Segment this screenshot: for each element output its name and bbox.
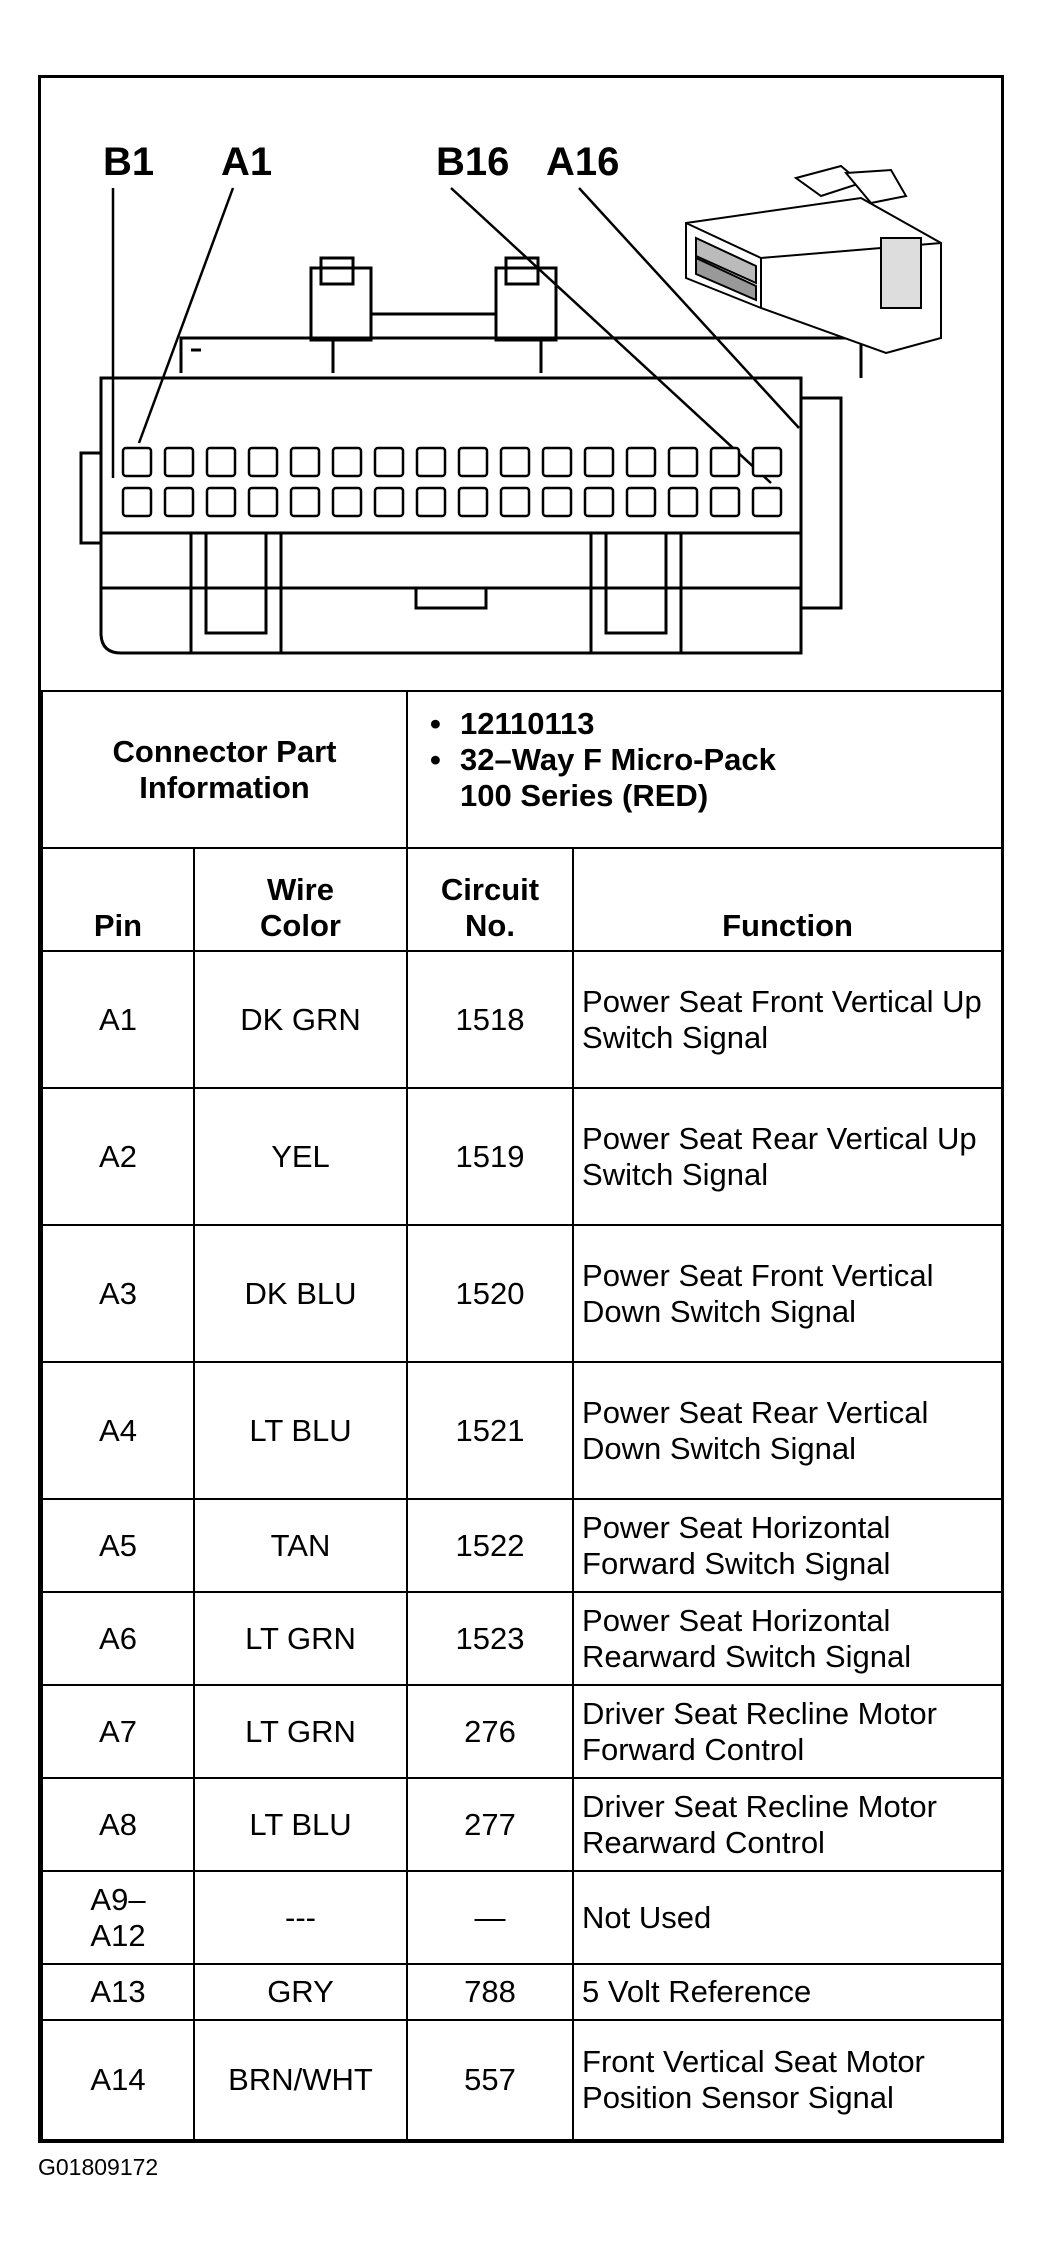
cell-circuit: 788 — [407, 1964, 573, 2020]
pin-cavity — [165, 488, 193, 516]
cell-pin: A8 — [42, 1778, 194, 1871]
connector-iso-view — [686, 166, 941, 353]
cell-circuit: 1521 — [407, 1362, 573, 1499]
cell-function: Power Seat Front Vertical Down Switch Signal — [573, 1225, 1002, 1362]
cell-wire-color: DK GRN — [194, 951, 407, 1088]
label-a1: A1 — [221, 140, 273, 184]
cell-function: Driver Seat Recline Motor Forward Control — [573, 1685, 1002, 1778]
cell-function: Power Seat Horizontal Forward Switch Signal — [573, 1499, 1002, 1592]
label-a16: A16 — [546, 140, 620, 184]
table-row — [42, 1592, 1002, 1685]
cell-pin: A6 — [42, 1592, 194, 1685]
table-row — [42, 1964, 1002, 2020]
table-row — [42, 1225, 1002, 1362]
pin-cavity — [333, 448, 361, 476]
header-function: Function — [573, 848, 1002, 951]
cell-pin: A3 — [42, 1225, 194, 1362]
header-wire-color: Wire Color — [194, 848, 407, 951]
cell-circuit: 1523 — [407, 1592, 573, 1685]
cell-wire-color: TAN — [194, 1499, 407, 1592]
pinout-table — [41, 690, 1003, 2141]
cell-pin: A7 — [42, 1685, 194, 1778]
table-row — [42, 1685, 1002, 1778]
cell-circuit: 557 — [407, 2020, 573, 2140]
cell-wire-color: YEL — [194, 1088, 407, 1225]
cell-function: Power Seat Rear Vertical Up Switch Signal — [573, 1088, 1002, 1225]
pin-cavity — [501, 448, 529, 476]
pin-cavity — [543, 488, 571, 516]
pin-cavity — [417, 488, 445, 516]
cell-pin: A9–A12 — [42, 1871, 194, 1964]
pin-cavity — [585, 488, 613, 516]
pin-cavity — [627, 488, 655, 516]
cell-wire-color: DK BLU — [194, 1225, 407, 1362]
table-row — [42, 1499, 1002, 1592]
pin-cavity — [501, 488, 529, 516]
pin-cavity — [459, 448, 487, 476]
cell-pin: A14 — [42, 2020, 194, 2140]
pin-cavity — [123, 448, 151, 476]
cell-wire-color: LT GRN — [194, 1685, 407, 1778]
pin-cavity — [459, 488, 487, 516]
cell-circuit: 1518 — [407, 951, 573, 1088]
pin-cavity — [543, 448, 571, 476]
table-row — [42, 2020, 1002, 2140]
pin-cavity — [207, 488, 235, 516]
connector-frame — [38, 75, 1004, 2143]
figure-id: G01809172 — [38, 2154, 159, 2180]
cell-function: Driver Seat Recline Motor Rearward Control — [573, 1778, 1002, 1871]
pin-cavity — [753, 488, 781, 516]
table-row — [42, 1088, 1002, 1225]
pin-cavity — [417, 448, 445, 476]
cell-circuit: 1519 — [407, 1088, 573, 1225]
cell-circuit: 277 — [407, 1778, 573, 1871]
header-row — [42, 848, 1002, 951]
pin-cavity — [711, 448, 739, 476]
pin-cavity — [585, 448, 613, 476]
header-circuit: Circuit No. — [407, 848, 573, 951]
pin-cavity — [375, 448, 403, 476]
cell-function: 5 Volt Reference — [573, 1964, 1002, 2020]
connector-info-values — [407, 691, 1002, 848]
label-b16: B16 — [436, 140, 510, 184]
pin-cavity — [375, 488, 403, 516]
table-row — [42, 1871, 1002, 1964]
cell-wire-color: GRY — [194, 1964, 407, 2020]
cell-pin: A5 — [42, 1499, 194, 1592]
connector-description-2: 100 Series (RED) — [460, 778, 709, 813]
cell-pin: A1 — [42, 951, 194, 1088]
pin-cavity — [291, 448, 319, 476]
cell-pin: A2 — [42, 1088, 194, 1225]
pin-cavity — [207, 448, 235, 476]
cell-pin: A4 — [42, 1362, 194, 1499]
connector-description-1: • 32–Way F Micro-Pack — [460, 742, 1001, 778]
cell-pin: A13 — [42, 1964, 194, 2020]
cell-circuit: — — [407, 1871, 573, 1964]
connector-diagram — [41, 78, 1001, 693]
part-number: • 12110113 — [460, 706, 1001, 742]
cell-function: Front Vertical Seat Motor Position Sensor Signal — [573, 2020, 1002, 2140]
pin-cavity — [333, 488, 361, 516]
pin-cavity — [249, 448, 277, 476]
table-row — [42, 1362, 1002, 1499]
cell-wire-color: --- — [194, 1871, 407, 1964]
pin-cavities — [123, 448, 781, 516]
pin-cavity — [291, 488, 319, 516]
pin-cavity — [711, 488, 739, 516]
cell-circuit: 276 — [407, 1685, 573, 1778]
pin-cavity — [669, 488, 697, 516]
pin-cavity — [627, 448, 655, 476]
pin-cavity — [753, 448, 781, 476]
cell-wire-color: LT BLU — [194, 1778, 407, 1871]
pinout-rows — [42, 951, 1002, 2140]
cell-wire-color: BRN/WHT — [194, 2020, 407, 2140]
cell-wire-color: LT GRN — [194, 1592, 407, 1685]
label-b1: B1 — [103, 140, 155, 184]
pin-cavity — [165, 448, 193, 476]
cell-circuit: 1522 — [407, 1499, 573, 1592]
cell-function: Power Seat Horizontal Rearward Switch Signal — [573, 1592, 1002, 1685]
connector-info-label: Connector Part Information — [42, 691, 407, 848]
cell-function: Power Seat Front Vertical Up Switch Signal — [573, 951, 1002, 1088]
cell-wire-color: LT BLU — [194, 1362, 407, 1499]
header-pin: Pin — [42, 848, 194, 951]
cell-function: Power Seat Rear Vertical Down Switch Signal — [573, 1362, 1002, 1499]
pin-cavity — [123, 488, 151, 516]
table-row — [42, 951, 1002, 1088]
cell-circuit: 1520 — [407, 1225, 573, 1362]
pin-cavity — [249, 488, 277, 516]
pin-cavity — [669, 448, 697, 476]
table-row — [42, 1778, 1002, 1871]
cell-function: Not Used — [573, 1871, 1002, 1964]
connector-drawing — [41, 78, 1001, 693]
connector-info-row — [42, 691, 1002, 848]
